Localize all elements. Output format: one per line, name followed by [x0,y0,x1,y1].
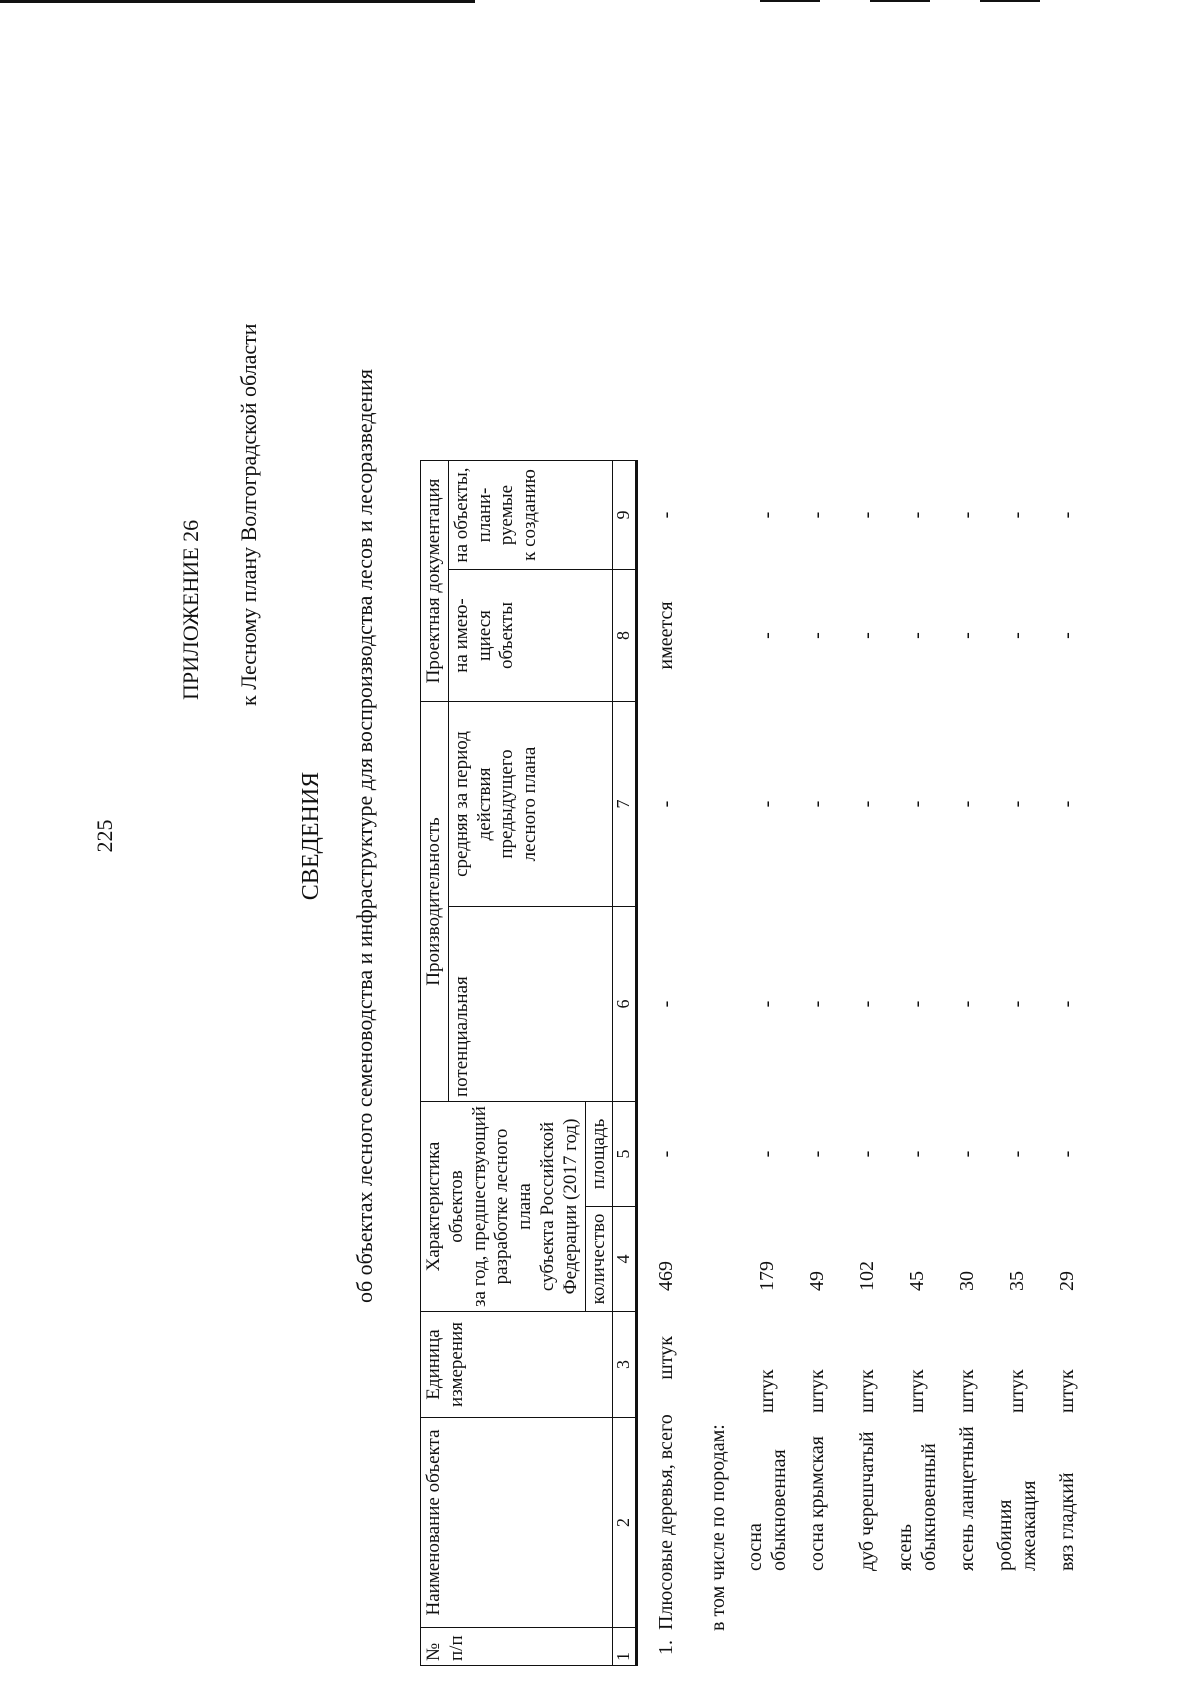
header-average: средняя за период действия предыдущего лесного плана [448,702,613,907]
row-potential: - [654,1000,677,1008]
row-average: - [1005,800,1028,808]
table-row [792,461,842,1666]
row-quantity: 35 [1005,1271,1028,1291]
row-quantity: 469 [654,1261,677,1291]
row-existing: - [805,632,828,639]
column-number-row [613,461,637,1666]
row-area: - [805,1150,828,1158]
appendix-subtitle: к Лесному плану Волгоградской области [236,323,261,706]
column-number: 2 [613,1418,637,1628]
row-average: - [1055,800,1078,808]
page-number: 225 [92,819,117,853]
row-area: - [905,1150,928,1158]
header-num: № п/п [421,1628,613,1666]
header-area: площадь [585,1102,613,1207]
table-row [892,461,942,1666]
column-number: 8 [613,570,637,702]
row-area: - [654,1150,677,1158]
data-table [420,460,1092,1666]
row-area: - [755,1150,778,1158]
table-row [842,461,892,1666]
document-title: СВЕДЕНИЯ [298,771,324,901]
table-row [1042,461,1092,1666]
header-existing: на имею- щиеся объекты [448,570,613,702]
row-existing: - [955,632,978,639]
row-name: робиния лжеакация [993,1480,1040,1571]
header-potential: потенциальная [448,907,613,1102]
header-unit: Единица измерения [421,1312,613,1418]
row-area: - [955,1150,978,1158]
column-number: 5 [613,1102,637,1207]
row-existing: - [855,632,878,639]
row-quantity: 49 [805,1271,828,1291]
row-name: ясень ланцетный [955,1426,978,1571]
row-unit: штук [955,1369,978,1413]
row-planned: - [654,511,677,519]
header-quantity: количество [585,1207,613,1312]
row-planned: - [1005,511,1028,519]
row-potential: - [1005,1000,1028,1008]
row-planned: - [1055,511,1078,519]
row-average: - [855,800,878,808]
table-row [992,461,1042,1666]
row-name: 1. Плюсовые деревья, всего штук [654,1336,677,1655]
header-productivity: Производительность [421,702,449,1102]
table-row [942,461,992,1666]
row-average: - [654,800,677,808]
row-existing: - [1005,632,1028,639]
row-average: - [955,800,978,808]
row-name: вяз гладкий [1055,1472,1078,1571]
row-potential: - [905,1000,928,1008]
column-number: 1 [613,1628,637,1666]
table-row [694,461,742,1666]
row-unit: штук [1055,1369,1078,1413]
column-number: 3 [613,1312,637,1418]
row-existing: имеется [654,601,677,670]
row-unit: штук [805,1369,828,1413]
row-quantity: 102 [855,1261,878,1291]
row-planned: - [905,511,928,519]
row-average: - [755,800,778,808]
header-design-docs: Проектная документация [421,461,449,702]
row-area: - [855,1150,878,1158]
row-unit: штук [855,1369,878,1413]
row-area: - [1055,1150,1078,1158]
header-characteristics: Характеристика объектов за год, предшествующий разработке лесного плана субъекта Российской Федерации (2017 год) [421,1102,586,1312]
row-name: сосна крымская [805,1435,828,1571]
row-name: ясень обыкновенный [893,1443,940,1571]
row-name: сосна обыкновенная [743,1449,790,1571]
document-caption: об объектах лесного семеноводства и инфраструктуре для воспроизводства лесов и лесоразведения [352,368,377,1304]
row-potential: - [1055,1000,1078,1008]
row-quantity: 29 [1055,1271,1078,1291]
appendix-heading: ПРИЛОЖЕНИЕ 26 [178,519,203,700]
row-name: дуб черешчатый [855,1431,878,1571]
row-existing: - [1055,632,1078,639]
row-area: - [1005,1150,1028,1158]
row-existing: - [755,632,778,639]
row-potential: - [805,1000,828,1008]
row-quantity: 179 [755,1261,778,1291]
header-planned: на объекты, плани- руемые к созданию [448,461,613,570]
row-potential: - [755,1000,778,1008]
row-average: - [905,800,928,808]
row-planned: - [805,511,828,519]
column-number: 6 [613,907,637,1102]
column-number: 7 [613,702,637,907]
header-name: Наименование объекта [421,1418,613,1628]
row-planned: - [955,511,978,519]
row-planned: - [755,511,778,519]
row-existing: - [905,632,928,639]
table-row [742,461,792,1666]
row-quantity: 30 [955,1271,978,1291]
row-potential: - [855,1000,878,1008]
column-number: 4 [613,1207,637,1312]
row-group-label: в том числе по породам: [706,1424,729,1631]
row-unit: штук [905,1369,928,1413]
row-planned: - [855,511,878,519]
table-row [636,461,694,1666]
row-potential: - [955,1000,978,1008]
row-quantity: 45 [905,1271,928,1291]
row-unit: штук [1005,1369,1028,1413]
row-unit: штук [755,1369,778,1413]
column-number: 9 [613,461,637,570]
row-average: - [805,800,828,808]
